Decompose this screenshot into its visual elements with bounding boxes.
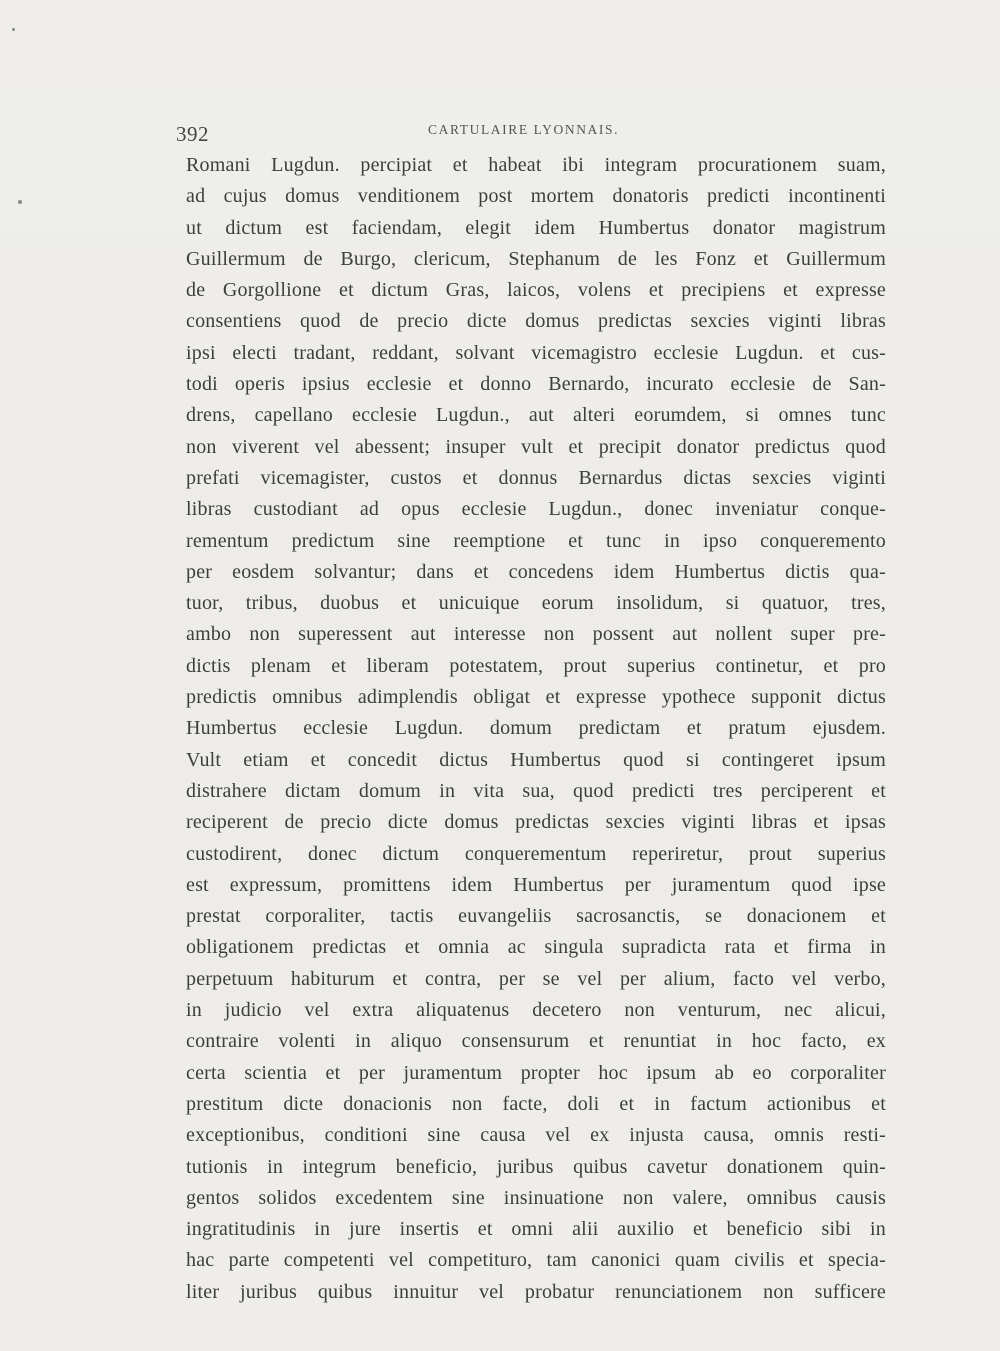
text-line: de Gorgollione et dictum Gras, laicos, volens et precipiens et expresse (186, 279, 886, 302)
text-line: Vult etiam et concedit dictus Humbertus quod si contingeret ipsum (186, 748, 886, 771)
text-line: drens, capellano ecclesie Lugdun., aut alteri eorumdem, si omnes tunc (186, 404, 886, 427)
text-line: prefati vicemagister, custos et donnus Bernardus dictas sexcies viginti (186, 466, 886, 489)
text-line: per eosdem solvantur; dans et concedens idem Humbertus dictis qua- (186, 560, 886, 583)
text-line: obligationem predictas et omnia ac singula supradicta rata et firma in (186, 936, 886, 959)
text-line: predictis omnibus adimplendis obligat et expresse ypothece supponit dictus (186, 686, 886, 709)
text-line: certa scientia et per juramentum propter hoc ipsum ab eo corporaliter (186, 1061, 886, 1084)
text-line: prestitum dicte donacionis non facte, doli et in factum actionibus et (186, 1092, 886, 1115)
text-line: distrahere dictam domum in vita sua, quod predicti tres perciperent et (186, 779, 886, 802)
text-line: ut dictum est faciendam, elegit idem Humbertus donator magistrum (186, 216, 886, 239)
text-line: ad cujus domus venditionem post mortem donatoris predicti incontinenti (186, 185, 886, 208)
text-line: custodirent, donec dictum conquerementum reperiretur, prout superius (186, 842, 886, 865)
ink-speck (18, 200, 22, 204)
text-line: exceptionibus, conditioni sine causa vel ex injusta causa, omnis resti- (186, 1124, 886, 1147)
text-line: tuor, tribus, duobus et unicuique eorum insolidum, si quatuor, tres, (186, 592, 886, 615)
text-line: liter juribus quibus innuitur vel probatur renunciationem non sufficere (186, 1280, 886, 1303)
page-header (176, 118, 896, 148)
text-line: Humbertus ecclesie Lugdun. domum predictam et pratum ejusdem. (186, 717, 886, 740)
text-line: libras custodiant ad opus ecclesie Lugdun., donec inveniatur conque- (186, 498, 886, 521)
text-line: rementum predictum sine reemptione et tunc in ipso conqueremento (186, 529, 886, 552)
text-line: ambo non superessent aut interesse non possent aut nollent super pre- (186, 623, 886, 646)
text-line: Romani Lugdun. percipiat et habeat ibi integram procurationem suam, (186, 154, 886, 176)
text-line: Guillermum de Burgo, clericum, Stephanum de les Fonz et Guillermum (186, 247, 886, 270)
text-line: gentos solidos excedentem sine insinuatione non valere, omnibus causis (186, 1186, 886, 1209)
text-line: contraire volenti in aliquo consensurum et renuntiat in hoc facto, ex (186, 1030, 886, 1053)
text-line: dictis plenam et liberam potestatem, prout superius continetur, et pro (186, 654, 886, 677)
text-line: ingratitudinis in jure insertis et omni alii auxilio et beneficio sibi in (186, 1218, 886, 1241)
text-line: hac parte competenti vel competituro, tam canonici quam civilis et specia- (186, 1249, 886, 1272)
body-text (186, 150, 886, 1308)
page-number: 392 (176, 122, 209, 146)
text-line: est expressum, promittens idem Humbertus per juramentum quod ipse (186, 873, 886, 896)
running-head: CARTULAIRE LYONNAIS. (428, 122, 620, 137)
text-line: prestat corporaliter, tactis euvangeliis sacrosanctis, se donacionem et (186, 905, 886, 928)
text-line: in judicio vel extra aliquatenus decetero non venturum, nec alicui, (186, 999, 886, 1022)
ink-speck (12, 28, 15, 31)
text-line: todi operis ipsius ecclesie et donno Bernardo, incurato ecclesie de San- (186, 373, 886, 396)
text-line: non viverent vel abessent; insuper vult et precipit donator predictus quod (186, 435, 886, 458)
text-line: tutionis in integrum beneficio, juribus quibus cavetur donationem quin- (186, 1155, 886, 1178)
text-line: reciperent de precio dicte domus predictas sexcies viginti libras et ipsas (186, 811, 886, 834)
text-line: ipsi electi tradant, reddant, solvant vicemagistro ecclesie Lugdun. et cus- (186, 341, 886, 364)
text-line: perpetuum habiturum et contra, per se vel per alium, facto vel verbo, (186, 967, 886, 990)
text-line: consentiens quod de precio dicte domus predictas sexcies viginti libras (186, 310, 886, 333)
